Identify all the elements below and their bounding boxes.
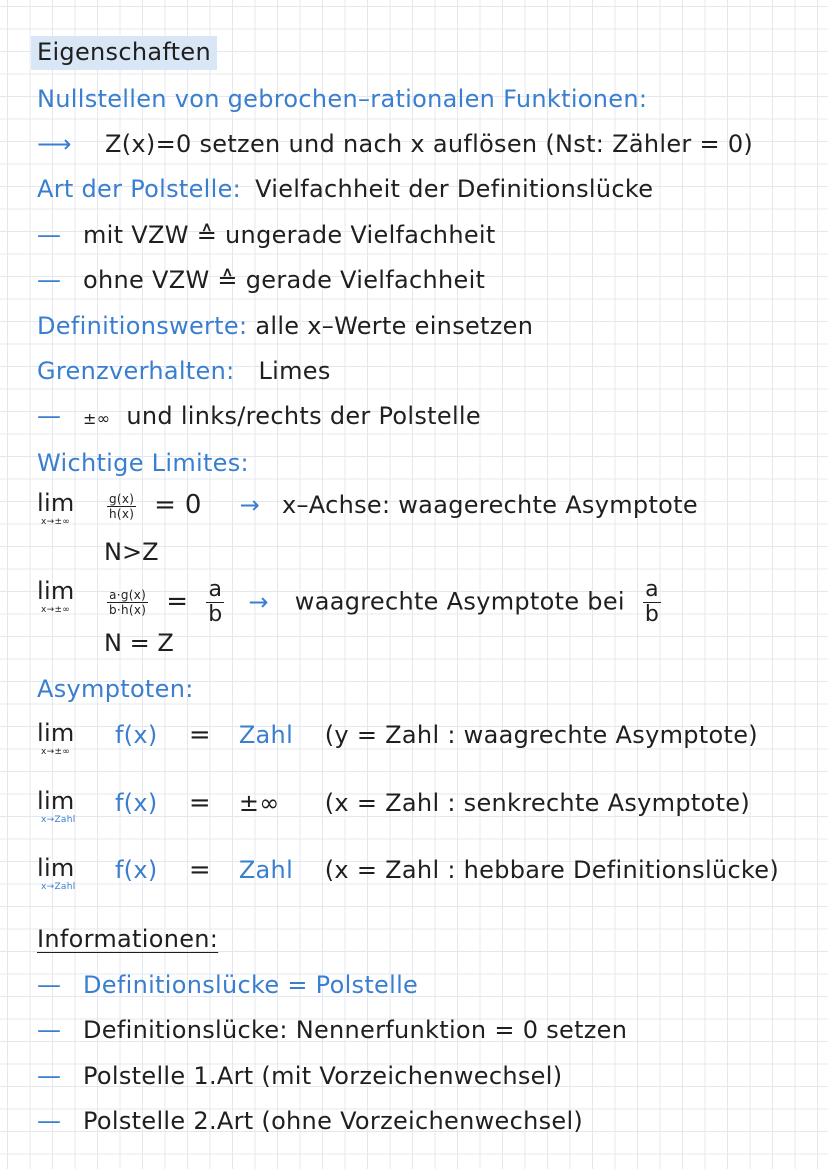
limit-result: x–Achse: waagerechte Asymptote (281, 491, 698, 519)
grenzverhalten-row (37, 356, 331, 386)
list-item (37, 1106, 583, 1136)
asymptoten-heading: Asymptoten: (37, 675, 194, 703)
list-item (37, 220, 496, 250)
right-arrow-icon: → (239, 491, 261, 519)
plus-minus-infinity: ±∞ (83, 409, 111, 428)
list-item (37, 265, 485, 295)
dash-icon: — (37, 221, 62, 249)
limit-operator: lim x→±∞ (37, 577, 75, 615)
nullstellen-heading: Nullstellen von gebrochen–rationalen Funktionen: (37, 85, 648, 113)
limit-row-1 (37, 490, 698, 528)
list-item-text: Polstelle 2.Art (ohne Vorzeichenwechsel) (83, 1107, 584, 1135)
equals-sign: = (188, 855, 211, 885)
fraction-a-over-b: $\frac{a}{b}$ (208, 577, 223, 627)
limit-result: waagrechte Asymptote bei (294, 587, 625, 616)
limit-operator: lim x→Zahl (37, 854, 76, 892)
dash-icon: — (37, 1016, 62, 1044)
list-item-text: Polstelle 1.Art (mit Vorzeichenwechsel) (83, 1062, 563, 1090)
function-fx: f(x) (114, 721, 158, 749)
limit-value: Zahl (238, 856, 294, 884)
function-fx: f(x) (114, 856, 158, 884)
asymptote-note: (x = Zahl : hebbare Definitionslücke) (324, 856, 780, 884)
list-item-text: Definitionslücke: Nennerfunktion = 0 setzen (83, 1016, 628, 1044)
title-row (37, 37, 217, 67)
equals-zero: = 0 (154, 490, 202, 520)
asymptote-note: (x = Zahl : senkrechte Asymptote) (324, 789, 751, 817)
grenzverhalten-text: Limes (258, 357, 331, 385)
limit-value: ±∞ (238, 789, 280, 817)
dash-icon: — (37, 971, 62, 999)
list-item-text: ohne VZW ≙ gerade Vielfachheit (83, 266, 486, 294)
equals-sign: = (166, 586, 189, 617)
limit-operator: lim x→±∞ (37, 489, 75, 527)
function-fx: f(x) (114, 789, 158, 817)
equals-sign: = (188, 720, 211, 750)
list-item (37, 1015, 627, 1045)
asymptote-row (37, 720, 758, 758)
asymptote-note: (y = Zahl : waagrechte Asymptote) (324, 721, 758, 749)
list-item (37, 970, 418, 1000)
list-item-text: mit VZW ≙ ungerade Vielfachheit (83, 221, 496, 249)
dash-icon: — (37, 266, 62, 294)
definitionswerte-row (37, 311, 533, 341)
list-item-text: Definitionslücke = Polstelle (83, 971, 419, 999)
limit-condition: N>Z (104, 538, 159, 566)
informationen-heading: Informationen: (37, 925, 219, 953)
asymptote-row (37, 788, 750, 826)
fraction-a-over-b: $\frac{a}{b}$ (644, 577, 660, 627)
limit-operator: lim x→Zahl (37, 787, 76, 825)
limit-row-2 (37, 578, 671, 627)
list-item (37, 401, 481, 434)
limit-value: Zahl (238, 721, 294, 749)
list-item-text: und links/rechts der Polstelle (126, 402, 481, 430)
limit-operator: lim x→±∞ (37, 719, 75, 757)
polstelle-text: Vielfachheit der Definitionslücke (255, 175, 654, 203)
polstelle-label: Art der Polstelle: (37, 175, 242, 203)
informationen-heading-row (37, 924, 218, 954)
fraction: $\frac{a\cdot g(x)}{b\cdot h(x)}$ (108, 588, 147, 617)
list-item (37, 1061, 562, 1091)
limites-heading: Wichtige Limites: (37, 449, 249, 477)
definitionswerte-label: Definitionswerte: (37, 312, 248, 340)
equals-sign: = (188, 788, 211, 818)
nullstellen-row (37, 129, 753, 159)
right-arrow-icon: ⟶ (37, 130, 72, 158)
page-title: Eigenschaften (31, 36, 217, 70)
nullstellen-text: Z(x)=0 setzen und nach x auflösen (Nst: Zähler = 0) (105, 130, 754, 158)
right-arrow-icon: → (248, 587, 269, 616)
dash-icon: — (37, 1107, 62, 1135)
fraction: $\frac{g(x)}{h(x)}$ (108, 491, 135, 521)
definitionswerte-text: alle x–Werte einsetzen (255, 312, 534, 340)
limit-condition: N = Z (104, 629, 174, 657)
grenzverhalten-label: Grenzverhalten: (37, 357, 235, 385)
asymptote-row (37, 855, 779, 893)
dash-icon: — (37, 402, 62, 430)
dash-icon: — (37, 1062, 62, 1090)
polstelle-row (37, 174, 653, 204)
